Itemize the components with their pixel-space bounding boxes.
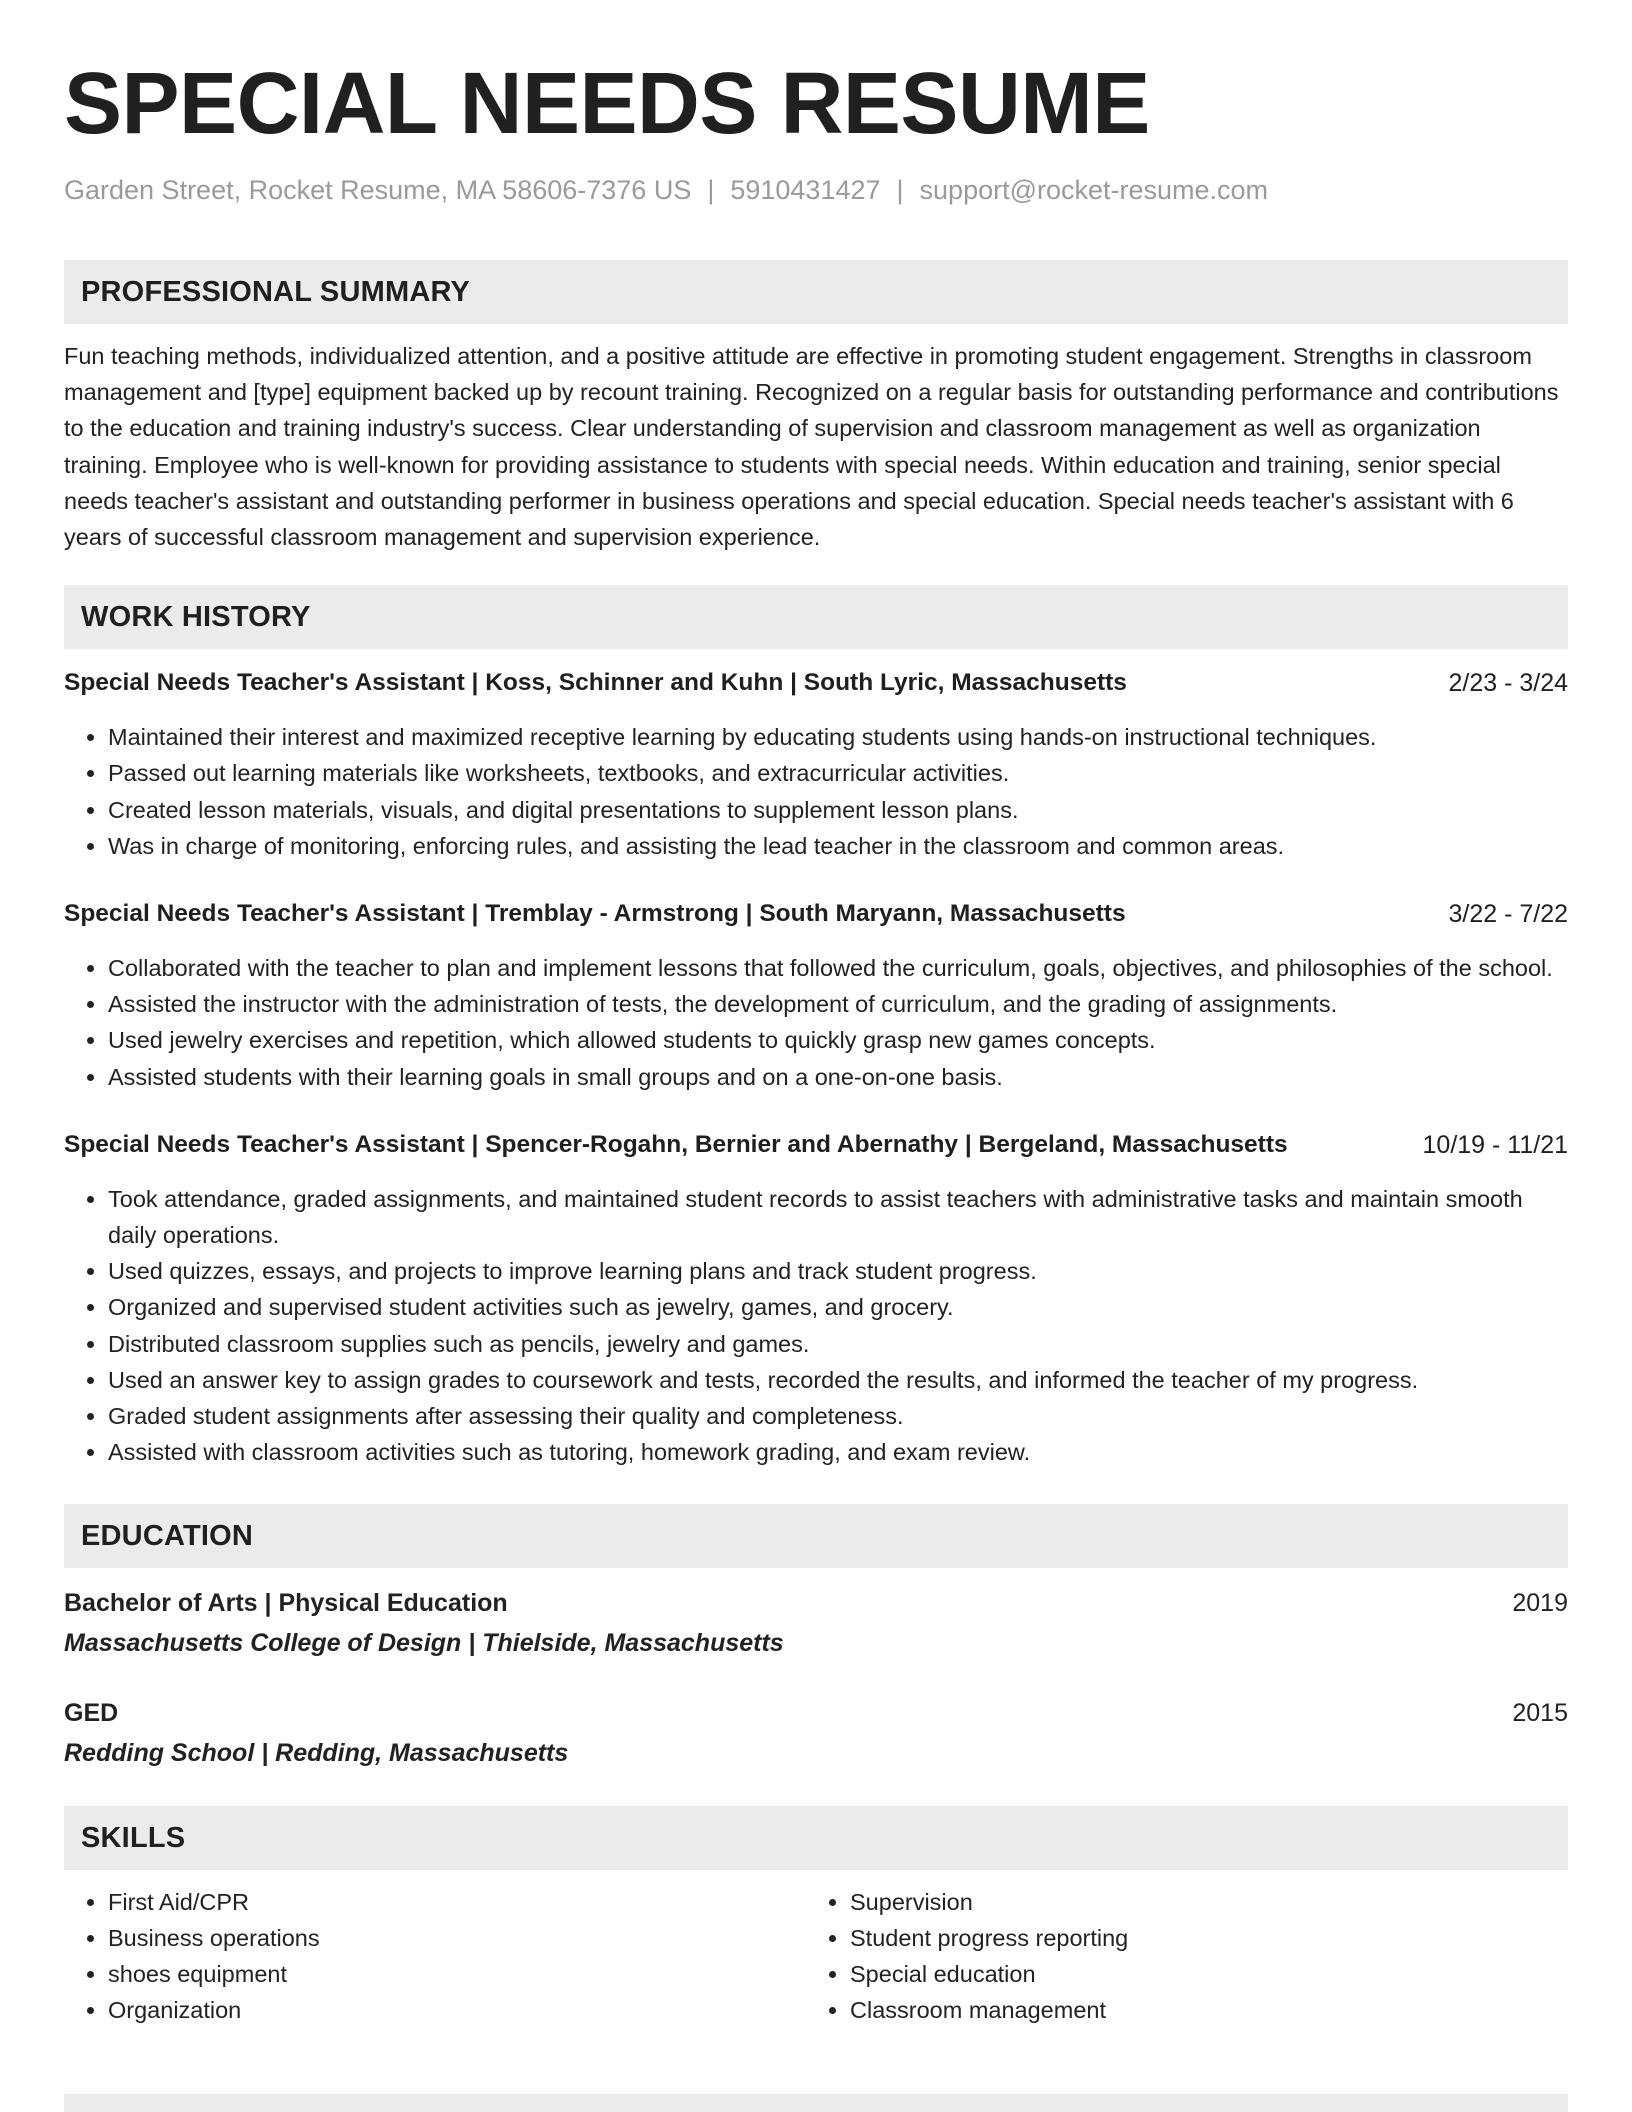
job-bullet: • Used quizzes, essays, and projects to improve learning plans and track student progress. <box>108 1253 1568 1289</box>
education-entry <box>64 1586 1568 1660</box>
contact-phone: 5910431427 <box>730 175 881 205</box>
education-year: 2015 <box>1512 1699 1568 1728</box>
section-heading-skills: SKILLS <box>64 1806 1568 1870</box>
contact-separator: | <box>707 175 715 205</box>
skill-item: • Special education <box>850 1956 1128 1992</box>
job-header <box>64 1129 1568 1161</box>
job-bullet: • Distributed classroom supplies such as pencils, jewelry and games. <box>108 1326 1568 1362</box>
next-section-heading-bar <box>64 2094 1568 2112</box>
summary-text: Fun teaching methods, individualized attention, and a positive attitude are effective in promoting student engagement. Strengths in classroom management and [type] equipment backed up by recount training. Recognized on a regular basis for outstanding performance and contributions to the education and training industry's success. Clear understanding of supervision and classroom management as well as organization training. Employee who is well-known for providing assistance to students with special needs. Within education and training, senior special needs teacher's assistant and outstanding performer in business operations and special education. Special needs teacher's assistant with 6 years of successful classroom management and supervision experience. <box>64 343 1559 551</box>
job-bullet: • Maintained their interest and maximized receptive learning by educating students using hands-on instructional techniques. <box>108 719 1568 755</box>
skill-item: • Organization <box>108 1992 320 2028</box>
education-school: Redding School | Redding, Massachusetts <box>64 1739 569 1768</box>
job-dates: 10/19 - 11/21 <box>1422 1130 1568 1159</box>
job-bullet: • Assisted students with their learning goals in small groups and on a one-on-one basis. <box>108 1059 1568 1095</box>
job-bullets <box>64 950 1568 1095</box>
job-bullet: • Was in charge of monitoring, enforcing rules, and assisting the lead teacher in the classroom and common areas. <box>108 828 1568 864</box>
skill-item: • Supervision <box>850 1884 1128 1920</box>
skills-list <box>64 1884 1568 2034</box>
skill-item: • First Aid/CPR <box>108 1884 320 1920</box>
job-dates: 2/23 - 3/24 <box>1448 669 1568 698</box>
section-heading-education: EDUCATION <box>64 1504 1568 1568</box>
education-entry <box>64 1696 1568 1770</box>
job-dates: 3/22 - 7/22 <box>1448 900 1568 929</box>
job-bullet: • Organized and supervised student activities such as jewelry, games, and grocery. <box>108 1289 1568 1325</box>
skill-item: • shoes equipment <box>108 1956 320 1992</box>
education-degree: Bachelor of Arts | Physical Education <box>64 1589 508 1618</box>
contact-email: support@rocket-resume.com <box>919 175 1269 205</box>
contact-address: Garden Street, Rocket Resume, MA 58606-7376 US <box>64 175 692 205</box>
education-degree: GED <box>64 1699 119 1728</box>
job-bullet: • Graded student assignments after assessing their quality and completeness. <box>108 1398 1568 1434</box>
education-header <box>64 1696 1568 1730</box>
skills-column-left <box>64 1884 320 2028</box>
job-header <box>64 898 1568 930</box>
contact-line <box>64 174 1568 206</box>
job-entry <box>64 667 1568 864</box>
section-heading-work-history: WORK HISTORY <box>64 585 1568 649</box>
job-bullet: • Used an answer key to assign grades to coursework and tests, recorded the results, and informed the teacher of my progress. <box>108 1362 1568 1398</box>
job-title: Special Needs Teacher's Assistant | Spencer-Rogahn, Bernier and Abernathy | Bergeland, Massachusetts <box>64 1130 1288 1158</box>
job-bullets <box>64 1181 1568 1471</box>
job-entry <box>64 1129 1568 1471</box>
job-title: Special Needs Teacher's Assistant | Tremblay - Armstrong | South Maryann, Massachusetts <box>64 900 1126 928</box>
skills-column-right <box>806 1884 1128 2028</box>
contact-separator: | <box>896 175 904 205</box>
education-school: Massachusetts College of Design | Thielside, Massachusetts <box>64 1629 784 1658</box>
skill-item: • Student progress reporting <box>850 1920 1128 1956</box>
skill-item: • Classroom management <box>850 1992 1128 2028</box>
job-bullet: • Used jewelry exercises and repetition, which allowed students to quickly grasp new games concepts. <box>108 1022 1568 1058</box>
job-title: Special Needs Teacher's Assistant | Koss, Schinner and Kuhn | South Lyric, Massachusetts <box>64 669 1127 697</box>
job-bullets <box>64 719 1568 864</box>
resume-title: SPECIAL NEEDS RESUME <box>64 55 1150 152</box>
job-bullet: • Passed out learning materials like worksheets, textbooks, and extracurricular activities. <box>108 755 1568 791</box>
job-bullet: • Took attendance, graded assignments, and maintained student records to assist teachers with administrative tasks and maintain smooth daily operations. <box>108 1181 1568 1253</box>
job-header <box>64 667 1568 699</box>
section-heading-summary: PROFESSIONAL SUMMARY <box>64 260 1568 324</box>
job-bullet: • Collaborated with the teacher to plan and implement lessons that followed the curriculum, goals, objectives, and philosophies of the school. <box>108 950 1568 986</box>
job-bullet: • Created lesson materials, visuals, and digital presentations to supplement lesson plans. <box>108 792 1568 828</box>
education-year: 2019 <box>1512 1589 1568 1618</box>
job-bullet: • Assisted with classroom activities such as tutoring, homework grading, and exam review. <box>108 1434 1568 1470</box>
job-entry <box>64 898 1568 1095</box>
job-bullet: • Assisted the instructor with the administration of tests, the development of curriculum, and the grading of assignments. <box>108 986 1568 1022</box>
skill-item: • Business operations <box>108 1920 320 1956</box>
resume-page <box>64 0 1568 2034</box>
education-header <box>64 1586 1568 1620</box>
